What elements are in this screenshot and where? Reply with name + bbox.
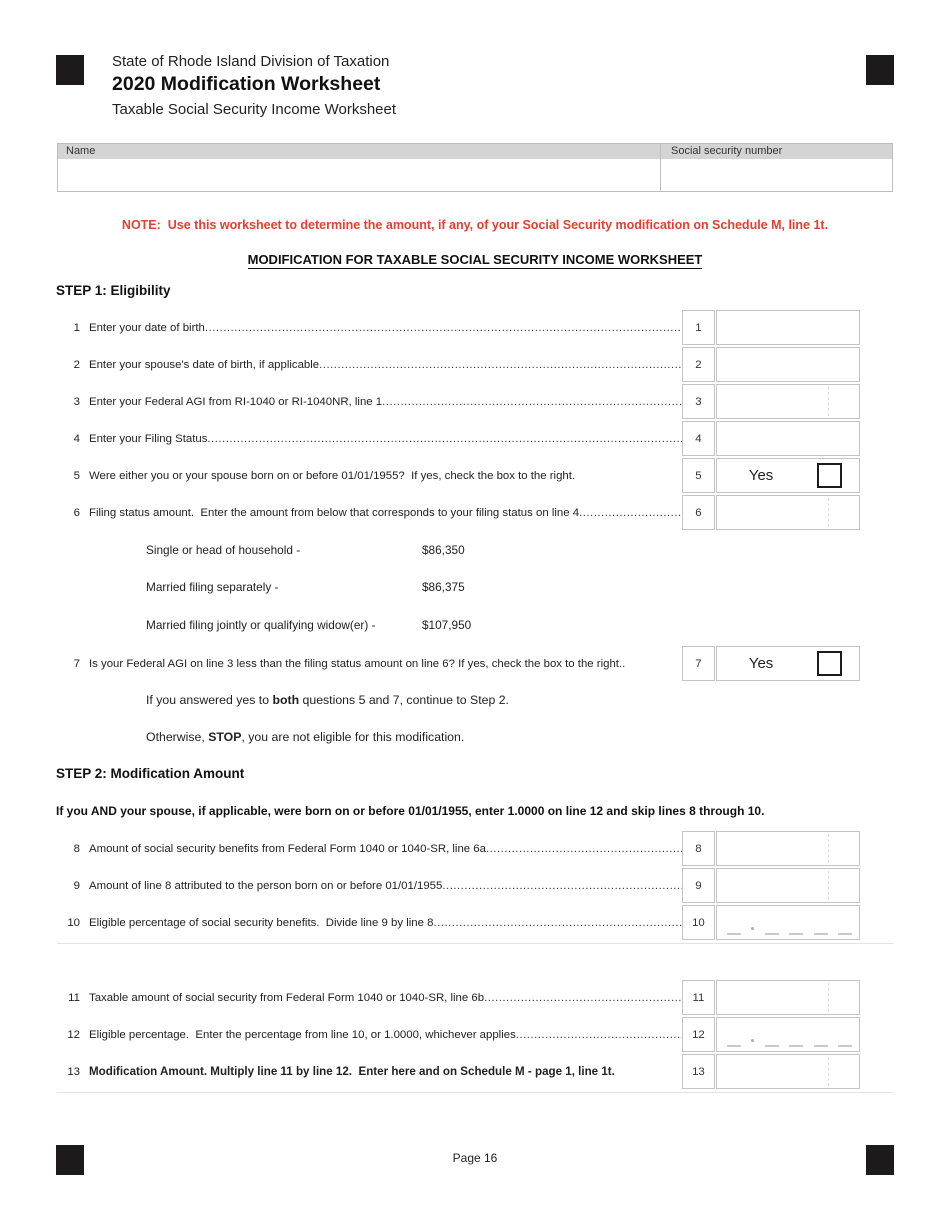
worksheet-title: MODIFICATION FOR TAXABLE SOCIAL SECURITY INCOME WORKSHEET — [247, 252, 703, 267]
line-number-cell: 9 — [682, 868, 715, 903]
line-11-input[interactable] — [716, 980, 860, 1015]
line-number: 12 — [67, 1028, 80, 1041]
line-2-input[interactable] — [716, 347, 860, 382]
line-7-answer-cell — [716, 646, 860, 681]
cents-divider — [828, 498, 829, 527]
line-number: 5 — [73, 469, 80, 482]
percentage-entry-guides — [727, 927, 852, 935]
line-9-input[interactable] — [716, 868, 860, 903]
line-text: Taxable amount of social security from Federal Form 1040 or 1040-SR, line 6b — [89, 991, 485, 1004]
line-number-cell: 5 — [682, 458, 715, 493]
name-input[interactable] — [58, 159, 660, 191]
percentage-entry-guides — [727, 1039, 852, 1047]
line-10-input[interactable] — [716, 905, 860, 940]
line-text: Eligible percentage of social security benefits. Divide line 9 by line 8 — [89, 916, 434, 929]
section-divider — [57, 943, 893, 944]
filing-status-amount: $86,350 — [422, 542, 465, 557]
form-subtitle: Taxable Social Security Income Worksheet — [112, 101, 397, 118]
line-number-cell: 7 — [682, 646, 715, 681]
id-header-band — [58, 144, 892, 159]
step1-notes — [146, 681, 509, 756]
line7-group — [57, 646, 860, 683]
yes-label: Yes — [748, 655, 774, 672]
line-text: Eligible percentage. Enter the percentage from line 10, or 1.0000, whichever applies — [89, 1028, 516, 1041]
line-number-cell: 8 — [682, 831, 715, 866]
filing-status-label: Married filing jointly or qualifying widow(er) - — [146, 617, 376, 632]
dotted-leader — [516, 1029, 682, 1041]
dotted-leader — [579, 507, 682, 519]
line-text: Amount of line 8 attributed to the person born on or before 01/01/1955 — [89, 879, 443, 892]
form-line-6 — [57, 495, 860, 530]
line-number: 6 — [73, 506, 80, 519]
cents-divider — [828, 834, 829, 863]
step2-instruction: If you AND your spouse, if applicable, were born on or before 01/01/1955, enter 1.0000 on line 12 and skip lines 8 through 10. — [56, 804, 765, 818]
step1-note: Otherwise, STOP , you are not eligible for this modification. — [146, 730, 465, 745]
line-number: 11 — [68, 991, 80, 1004]
form-line-5 — [57, 458, 860, 493]
cents-divider — [828, 387, 829, 416]
line-7-yes-checkbox[interactable] — [817, 651, 842, 676]
form-line-12 — [57, 1017, 860, 1052]
note-text: NOTE: Use this worksheet to determine the amount, if any, of your Social Security modification on Schedule M, line 1t. — [121, 218, 829, 232]
dotted-leader — [319, 359, 682, 371]
form-title: 2020 Modification Worksheet — [112, 73, 381, 95]
dotted-leader — [484, 992, 682, 1004]
line-12-input[interactable] — [716, 1017, 860, 1052]
dotted-leader — [433, 917, 682, 929]
line-text: Enter your Federal AGI from RI-1040 or RI-1040NR, line 1 — [89, 395, 383, 408]
line-number-cell: 4 — [682, 421, 715, 456]
cents-divider — [828, 1057, 829, 1086]
dotted-leader — [207, 433, 682, 445]
agency-name: State of Rhode Island Division of Taxation — [112, 53, 390, 70]
line-5-yes-checkbox[interactable] — [817, 463, 842, 488]
line-number: 4 — [73, 432, 80, 445]
dotted-leader — [205, 322, 682, 334]
form-line-11 — [57, 980, 860, 1015]
line-number-cell: 11 — [682, 980, 715, 1015]
filing-status-amount: $86,375 — [422, 580, 465, 595]
step1-heading: STEP 1: Eligibility — [56, 283, 171, 298]
line-text: Enter your date of birth — [89, 321, 205, 334]
filing-status-option — [146, 569, 471, 607]
form-line-8 — [57, 831, 860, 866]
line-text: Amount of social security benefits from Federal Form 1040 or 1040-SR, line 6a — [89, 842, 486, 855]
filing-status-amounts — [146, 531, 471, 644]
line-number: 13 — [67, 1065, 80, 1078]
page-number: Page 16 — [452, 1151, 498, 1165]
line-number-cell: 12 — [682, 1017, 715, 1052]
section-divider — [57, 1092, 893, 1093]
line-number: 10 — [67, 916, 80, 929]
yes-label: Yes — [748, 467, 774, 484]
step1-lines-group — [57, 310, 860, 532]
step2-heading: STEP 2: Modification Amount — [56, 766, 245, 781]
line-8-input[interactable] — [716, 831, 860, 866]
form-line-13 — [57, 1054, 860, 1089]
form-header — [112, 53, 396, 118]
name-label: Name — [66, 145, 96, 157]
form-line-9 — [57, 868, 860, 903]
form-line-10 — [57, 905, 860, 940]
form-line-3 — [57, 384, 860, 419]
line-number: 9 — [73, 879, 80, 892]
dotted-leader — [486, 843, 682, 855]
id-divider — [660, 144, 661, 191]
line-1-input[interactable] — [716, 310, 860, 345]
registration-mark-top-left — [56, 55, 84, 85]
line-13-input[interactable] — [716, 1054, 860, 1089]
ssn-input[interactable] — [661, 159, 892, 191]
cents-divider — [828, 871, 829, 900]
taxpayer-id-block — [57, 143, 893, 192]
line-number-cell: 6 — [682, 495, 715, 530]
form-line-7 — [57, 646, 860, 681]
line-number-cell: 10 — [682, 905, 715, 940]
line-text: Filing status amount. Enter the amount from below that corresponds to your filing status on line 4 — [89, 506, 580, 519]
filing-status-label: Single or head of household - — [146, 542, 301, 557]
registration-mark-top-right — [866, 55, 894, 85]
cents-divider — [828, 983, 829, 1012]
ssn-label: Social security number — [671, 145, 783, 157]
form-line-1 — [57, 310, 860, 345]
line-text: Is your Federal AGI on line 3 less than the filing status amount on line 6? If yes, check the box to the right.. — [89, 657, 626, 670]
step2-lines-group-2 — [57, 980, 860, 1091]
line-text: Enter your spouse's date of birth, if applicable — [89, 358, 320, 371]
filing-status-option — [146, 531, 471, 569]
line-5-answer-cell — [716, 458, 860, 493]
step2-lines-group-1 — [57, 831, 860, 942]
filing-status-label: Married filing separately - — [146, 580, 279, 595]
filing-status-option — [146, 606, 471, 644]
line-number: 3 — [73, 395, 80, 408]
dotted-leader — [442, 880, 682, 892]
form-line-2 — [57, 347, 860, 382]
step1-note: If you answered yes to both questions 5 and 7, continue to Step 2. — [146, 692, 509, 707]
line-number-cell: 1 — [682, 310, 715, 345]
line-number: 2 — [73, 358, 80, 371]
line-number-cell: 13 — [682, 1054, 715, 1089]
dotted-leader — [382, 396, 682, 408]
filing-status-amount: $107,950 — [422, 617, 472, 632]
line-text: Enter your Filing Status — [89, 432, 208, 445]
line-number-cell: 2 — [682, 347, 715, 382]
line-4-input[interactable] — [716, 421, 860, 456]
line-number: 8 — [73, 842, 80, 855]
form-line-4 — [57, 421, 860, 456]
line-number: 7 — [73, 657, 80, 670]
line-number: 1 — [73, 321, 80, 334]
line-6-input[interactable] — [716, 495, 860, 530]
line-text: Modification Amount. Multiply line 11 by line 12. Enter here and on Schedule M - page 1, line 1t. — [89, 1065, 615, 1078]
line-text: Were either you or your spouse born on or before 01/01/1955? If yes, check the box to the right. — [89, 469, 576, 482]
line-3-input[interactable] — [716, 384, 860, 419]
line-number-cell: 3 — [682, 384, 715, 419]
